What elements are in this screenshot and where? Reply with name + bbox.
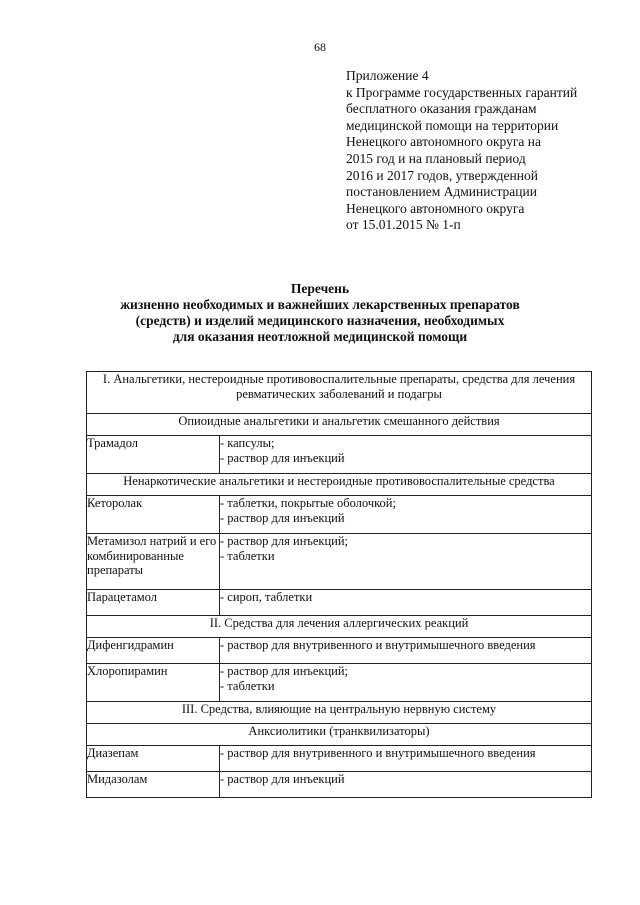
table-row [87, 474, 592, 496]
title-line: (средств) и изделий медицинского назначения, необходимых [135, 313, 505, 328]
appendix-line: медицинской помощи на территории [346, 117, 559, 133]
subsection-heading: Опиоидные анальгетики и анальгетик смешанного действия [87, 414, 592, 436]
table-row [87, 746, 592, 772]
section-heading: III. Средства, влияющие на центральную нервную систему [87, 702, 592, 724]
title-line: для оказания неотложной медицинской помощи [172, 329, 468, 344]
table-row [87, 664, 592, 702]
appendix-line: постановлением Администрации [346, 184, 537, 200]
drug-form: - капсулы; [220, 436, 275, 450]
drug-form: - раствор для инъекций; [220, 534, 349, 548]
drug-forms [220, 746, 592, 772]
appendix-line: Ненецкого автономного округа [346, 200, 525, 216]
appendix-header [346, 68, 616, 234]
table-row [87, 372, 592, 414]
drug-form: - раствор для внутривенного и внутримышечного введения [220, 638, 536, 652]
drug-form: - раствор для инъекций [220, 450, 345, 465]
page-number: 68 [314, 40, 326, 54]
table-row [87, 590, 592, 616]
table-row [87, 616, 592, 638]
section-heading: I. Анальгетики, нестероидные противовоспалительные препараты, средства для лечения ревматических заболеваний и подагры [87, 372, 592, 414]
appendix-line: к Программе государственных гарантий [346, 84, 578, 100]
table-row [87, 638, 592, 664]
title-line: жизненно необходимых и важнейших лекарственных препаратов [120, 297, 520, 312]
drug-form: - раствор для инъекций [220, 772, 345, 786]
table-row [87, 724, 592, 746]
table-row [87, 702, 592, 724]
appendix-line: 2016 и 2017 годов, утвержденной [346, 167, 538, 183]
drug-name: Хлоропирамин [87, 664, 220, 702]
drug-name: Дифенгидрамин [87, 638, 220, 664]
document-title [0, 281, 640, 345]
table-row [87, 496, 592, 534]
appendix-line: Ненецкого автономного округа на [346, 134, 541, 150]
drug-forms [220, 664, 592, 702]
drug-name: Кеторолак [87, 496, 220, 534]
appendix-line: Приложение 4 [346, 68, 429, 83]
title-line: Перечень [290, 281, 350, 296]
drug-forms [220, 638, 592, 664]
drug-form: - таблетки, покрытые оболочкой; [220, 496, 396, 510]
drug-name: Мидазолам [87, 772, 220, 798]
drug-table [86, 371, 592, 798]
drug-form: - раствор для инъекций; [220, 664, 349, 678]
drug-forms [220, 496, 592, 534]
drug-forms [220, 436, 592, 474]
drug-form: - сироп, таблетки [220, 590, 313, 604]
drug-form: - таблетки [220, 678, 275, 693]
drug-forms [220, 772, 592, 798]
drug-form: - раствор для инъекций [220, 510, 345, 525]
drug-name: Метамизол натрий и его комбинированные препараты [87, 534, 220, 590]
table-row [87, 414, 592, 436]
subsection-heading: Анксиолитики (транквилизаторы) [87, 724, 592, 746]
table-row [87, 534, 592, 590]
appendix-line: бесплатного оказания гражданам [346, 101, 537, 117]
drug-name: Трамадол [87, 436, 220, 474]
drug-form: - раствор для внутривенного и внутримышечного введения [220, 746, 536, 760]
table-row [87, 772, 592, 798]
drug-name: Диазепам [87, 746, 220, 772]
table-row [87, 436, 592, 474]
drug-name: Парацетамол [87, 590, 220, 616]
drug-form: - таблетки [220, 548, 275, 563]
section-heading: II. Средства для лечения аллергических реакций [87, 616, 592, 638]
appendix-line: 2015 год и на плановый период [346, 150, 526, 166]
drug-forms [220, 534, 592, 590]
drug-forms [220, 590, 592, 616]
appendix-line: от 15.01.2015 № 1-п [346, 217, 461, 233]
subsection-heading: Ненаркотические анальгетики и нестероидные противовоспалительные средства [87, 474, 592, 496]
